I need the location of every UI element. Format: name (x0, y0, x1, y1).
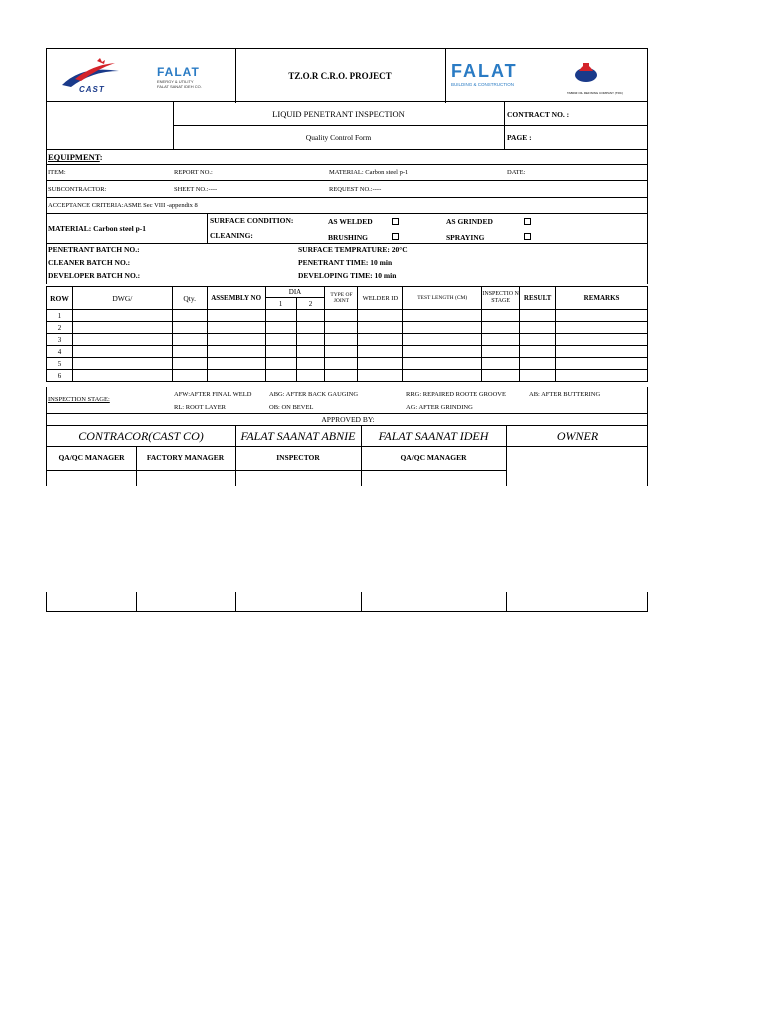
signature-divider (361, 592, 362, 612)
equipment-row (46, 150, 648, 165)
cell[interactable] (296, 346, 325, 358)
cell[interactable] (556, 334, 648, 346)
cell[interactable] (520, 310, 556, 322)
form-title: LIQUID PENETRANT INSPECTION (272, 109, 405, 119)
acceptance-row (46, 198, 648, 214)
cell[interactable] (296, 370, 325, 382)
signature-divider (235, 471, 236, 486)
col-test-length: TEST LENGTH (CM) (403, 287, 482, 310)
cell[interactable] (172, 358, 207, 370)
developer-batch: DEVELOPER BATCH NO.: (48, 271, 141, 280)
material-field: MATERIAL: Carbon steel p-1 (329, 169, 409, 176)
cell[interactable] (72, 334, 172, 346)
cell[interactable] (172, 322, 207, 334)
cell[interactable] (520, 334, 556, 346)
cell[interactable] (72, 346, 172, 358)
cell[interactable] (482, 370, 520, 382)
col-dia: DIA (265, 287, 325, 298)
info-row-1 (46, 165, 648, 181)
cell[interactable] (358, 346, 403, 358)
spraying-checkbox[interactable] (524, 233, 531, 240)
row-number: 3 (47, 334, 73, 346)
approved-by-label: APPROVED BY: (321, 415, 375, 424)
table-row (47, 370, 648, 382)
cell[interactable] (172, 346, 207, 358)
cell[interactable] (325, 358, 358, 370)
cell[interactable] (325, 334, 358, 346)
cell[interactable] (265, 358, 296, 370)
falat-ideh-name: FALAT SAANAT IDEH (378, 429, 489, 443)
row-number: 1 (47, 310, 73, 322)
falat-abnie-name: FALAT SAANAT ABNIE (240, 429, 356, 443)
cell[interactable] (358, 370, 403, 382)
col-qty: Qty. (172, 287, 207, 310)
cell[interactable] (482, 334, 520, 346)
brushing-checkbox[interactable] (392, 233, 399, 240)
table-row (47, 334, 648, 346)
cell[interactable] (207, 310, 265, 322)
cell[interactable] (296, 358, 325, 370)
cell[interactable] (296, 310, 325, 322)
falat-left-logo (157, 65, 227, 89)
subcontractor-field: SUBCONTRACTOR: (48, 186, 107, 193)
inspector: INSPECTOR (276, 453, 320, 462)
inspection-table (46, 286, 648, 382)
cell[interactable] (520, 346, 556, 358)
date-field: DATE: (507, 169, 526, 176)
signature-divider (506, 592, 507, 612)
tabriz-logo-text: TABRIZ OIL REFINING COMPANY (TRC) (567, 91, 623, 95)
cell[interactable] (482, 346, 520, 358)
cell[interactable] (520, 322, 556, 334)
header-row (46, 48, 648, 102)
sheet-no-field: SHEET NO.:---- (174, 186, 218, 193)
equipment-label-text: EQUIPMENT (48, 152, 100, 162)
qa-qc-manager-1: QA/QC MANAGER (58, 453, 125, 462)
legend-afw: AFW:AFTER FINAL WELD (174, 391, 252, 398)
cell[interactable] (556, 358, 648, 370)
cell[interactable] (172, 370, 207, 382)
signature-area-bottom (46, 592, 648, 612)
report-no-field: REPORT NO.: (174, 169, 213, 176)
cell[interactable] (403, 334, 482, 346)
penetrant-batch: PENETRANT BATCH NO.: (48, 245, 140, 254)
cell[interactable] (403, 310, 482, 322)
legend-label: INSPECTION STAGE: (48, 396, 110, 403)
cell[interactable] (207, 370, 265, 382)
row-number: 5 (47, 358, 73, 370)
qa-qc-manager-2: QA/QC MANAGER (400, 453, 467, 462)
cell[interactable] (556, 322, 648, 334)
project-title: TZ.O.R C.R.O. PROJECT (288, 71, 392, 81)
surface-material: MATERIAL: Carbon steel p-1 (48, 224, 146, 233)
contract-no-label: CONTRACT NO. : (507, 110, 570, 119)
title-block (46, 102, 648, 150)
cell[interactable] (358, 322, 403, 334)
request-no-field: REQUEST NO.:---- (329, 186, 382, 193)
form-subtitle: Quality Control Form (305, 133, 372, 142)
cell[interactable] (358, 358, 403, 370)
owner-name: OWNER (556, 429, 599, 443)
col-dia-1: 1 (265, 298, 296, 310)
contractor-name: CONTRACOR(CAST CO) (78, 429, 204, 443)
cell[interactable] (265, 370, 296, 382)
cell[interactable] (172, 334, 207, 346)
cell[interactable] (325, 322, 358, 334)
falat-left-line2: FALAT SANAT IDEH CO. (157, 84, 202, 89)
cell[interactable] (325, 370, 358, 382)
equipment-label: EQUIPMENT: (48, 152, 103, 162)
as-welded-checkbox[interactable] (392, 218, 399, 225)
table-row (47, 310, 648, 322)
cell[interactable] (265, 346, 296, 358)
cell[interactable] (207, 334, 265, 346)
cast-logo (57, 57, 127, 95)
cell[interactable] (172, 310, 207, 322)
legend-ag: AG: AFTER GRINDING (406, 404, 473, 411)
signature-divider (235, 592, 236, 612)
as-grinded-checkbox[interactable] (524, 218, 531, 225)
as-welded-label: AS WELDED (328, 217, 373, 226)
falat-left-line1: ENERGY & UTILITY (157, 79, 194, 84)
cell[interactable] (265, 322, 296, 334)
surface-temp: SURFACE TEMPRATURE: 20°C (298, 245, 408, 254)
tabriz-logo (543, 57, 647, 99)
signature-divider (136, 471, 137, 486)
cell[interactable] (72, 370, 172, 382)
surface-condition-label: SURFACE CONDITION: (210, 216, 294, 225)
cell[interactable] (358, 334, 403, 346)
legend-ab: AB: AFTER BUTTERING (529, 391, 601, 398)
cell[interactable] (265, 310, 296, 322)
cell[interactable] (556, 346, 648, 358)
brushing-label: BRUSHING (328, 233, 369, 242)
signature-divider (136, 592, 137, 612)
approval-roles-row (46, 447, 648, 471)
col-result: RESULT (520, 287, 556, 310)
falat-right-name: FALAT (451, 61, 518, 81)
col-dia-2: 2 (296, 298, 325, 310)
signature-divider (506, 471, 507, 486)
cell[interactable] (296, 334, 325, 346)
legend-abg: ABG: AFTER BACK GAUGING (269, 391, 359, 398)
inspection-stage-legend (46, 387, 648, 414)
cell[interactable] (482, 310, 520, 322)
falat-right-line1: BUILDING & CONSTRUCTION (451, 82, 515, 87)
signature-divider (361, 471, 362, 486)
cell[interactable] (296, 322, 325, 334)
cleaner-batch: CLEANER BATCH NO.: (48, 258, 131, 267)
cell[interactable] (207, 322, 265, 334)
signature-area-top (46, 471, 648, 486)
table-row (47, 358, 648, 370)
cell[interactable] (556, 370, 648, 382)
approval-companies-row (46, 426, 648, 447)
as-grinded-label: AS GRINDED (446, 217, 493, 226)
cell[interactable] (325, 310, 358, 322)
cell[interactable] (265, 334, 296, 346)
cell[interactable] (403, 370, 482, 382)
cell[interactable] (207, 358, 265, 370)
table-row (47, 346, 648, 358)
row-number: 4 (47, 346, 73, 358)
cell[interactable] (72, 358, 172, 370)
cell[interactable] (482, 358, 520, 370)
item-field: ITEM: (48, 169, 66, 176)
cell[interactable] (403, 322, 482, 334)
row-number: 2 (47, 322, 73, 334)
page-label: PAGE : (507, 133, 532, 142)
cell[interactable] (72, 310, 172, 322)
falat-right-logo (451, 61, 541, 87)
cell[interactable] (358, 310, 403, 322)
refinery-emblem-icon (573, 59, 599, 85)
col-type-joint: TYPE OF JOINT (325, 287, 358, 310)
acceptance-criteria: ACCEPTANCE CRITERIA:ASME Sec VIII -appendix 8 (48, 202, 198, 209)
penetrant-time: PENETRANT TIME: 10 min (298, 258, 393, 267)
batch-block (46, 244, 648, 284)
col-assembly: ASSEMBLY NO (207, 287, 265, 310)
cell[interactable] (556, 310, 648, 322)
col-welder-id: WELDER ID (358, 287, 403, 310)
cell[interactable] (520, 370, 556, 382)
cell[interactable] (72, 322, 172, 334)
info-row-2 (46, 181, 648, 198)
cell[interactable] (403, 346, 482, 358)
table-header-row (47, 287, 648, 298)
cell[interactable] (325, 346, 358, 358)
table-row (47, 322, 648, 334)
col-remarks: REMARKS (556, 287, 648, 310)
cleaning-label: CLEANING: (210, 231, 253, 240)
legend-rrg: RRG: REPAIRED ROOTE GROOVE (406, 391, 506, 398)
legend-ob: OB: ON BEVEL (269, 404, 314, 411)
cast-logo-text: CAST (79, 85, 105, 94)
cell[interactable] (403, 358, 482, 370)
spraying-label: SPRAYING (446, 233, 485, 242)
row-number: 6 (47, 370, 73, 382)
cell[interactable] (482, 322, 520, 334)
approved-by-row (46, 414, 648, 426)
falat-left-name: FALAT (157, 65, 200, 79)
col-row: ROW (47, 287, 73, 310)
cell[interactable] (207, 346, 265, 358)
cell[interactable] (520, 358, 556, 370)
developing-time: DEVELOPING TIME: 10 min (298, 271, 397, 280)
surface-row (46, 214, 648, 244)
legend-rl: RL: ROOT LAYER (174, 404, 227, 411)
factory-manager: FACTORY MANAGER (146, 453, 225, 462)
col-inspection-stage: INSPECTIO N STAGE (482, 287, 520, 310)
col-dwg: DWG/ (72, 287, 172, 310)
